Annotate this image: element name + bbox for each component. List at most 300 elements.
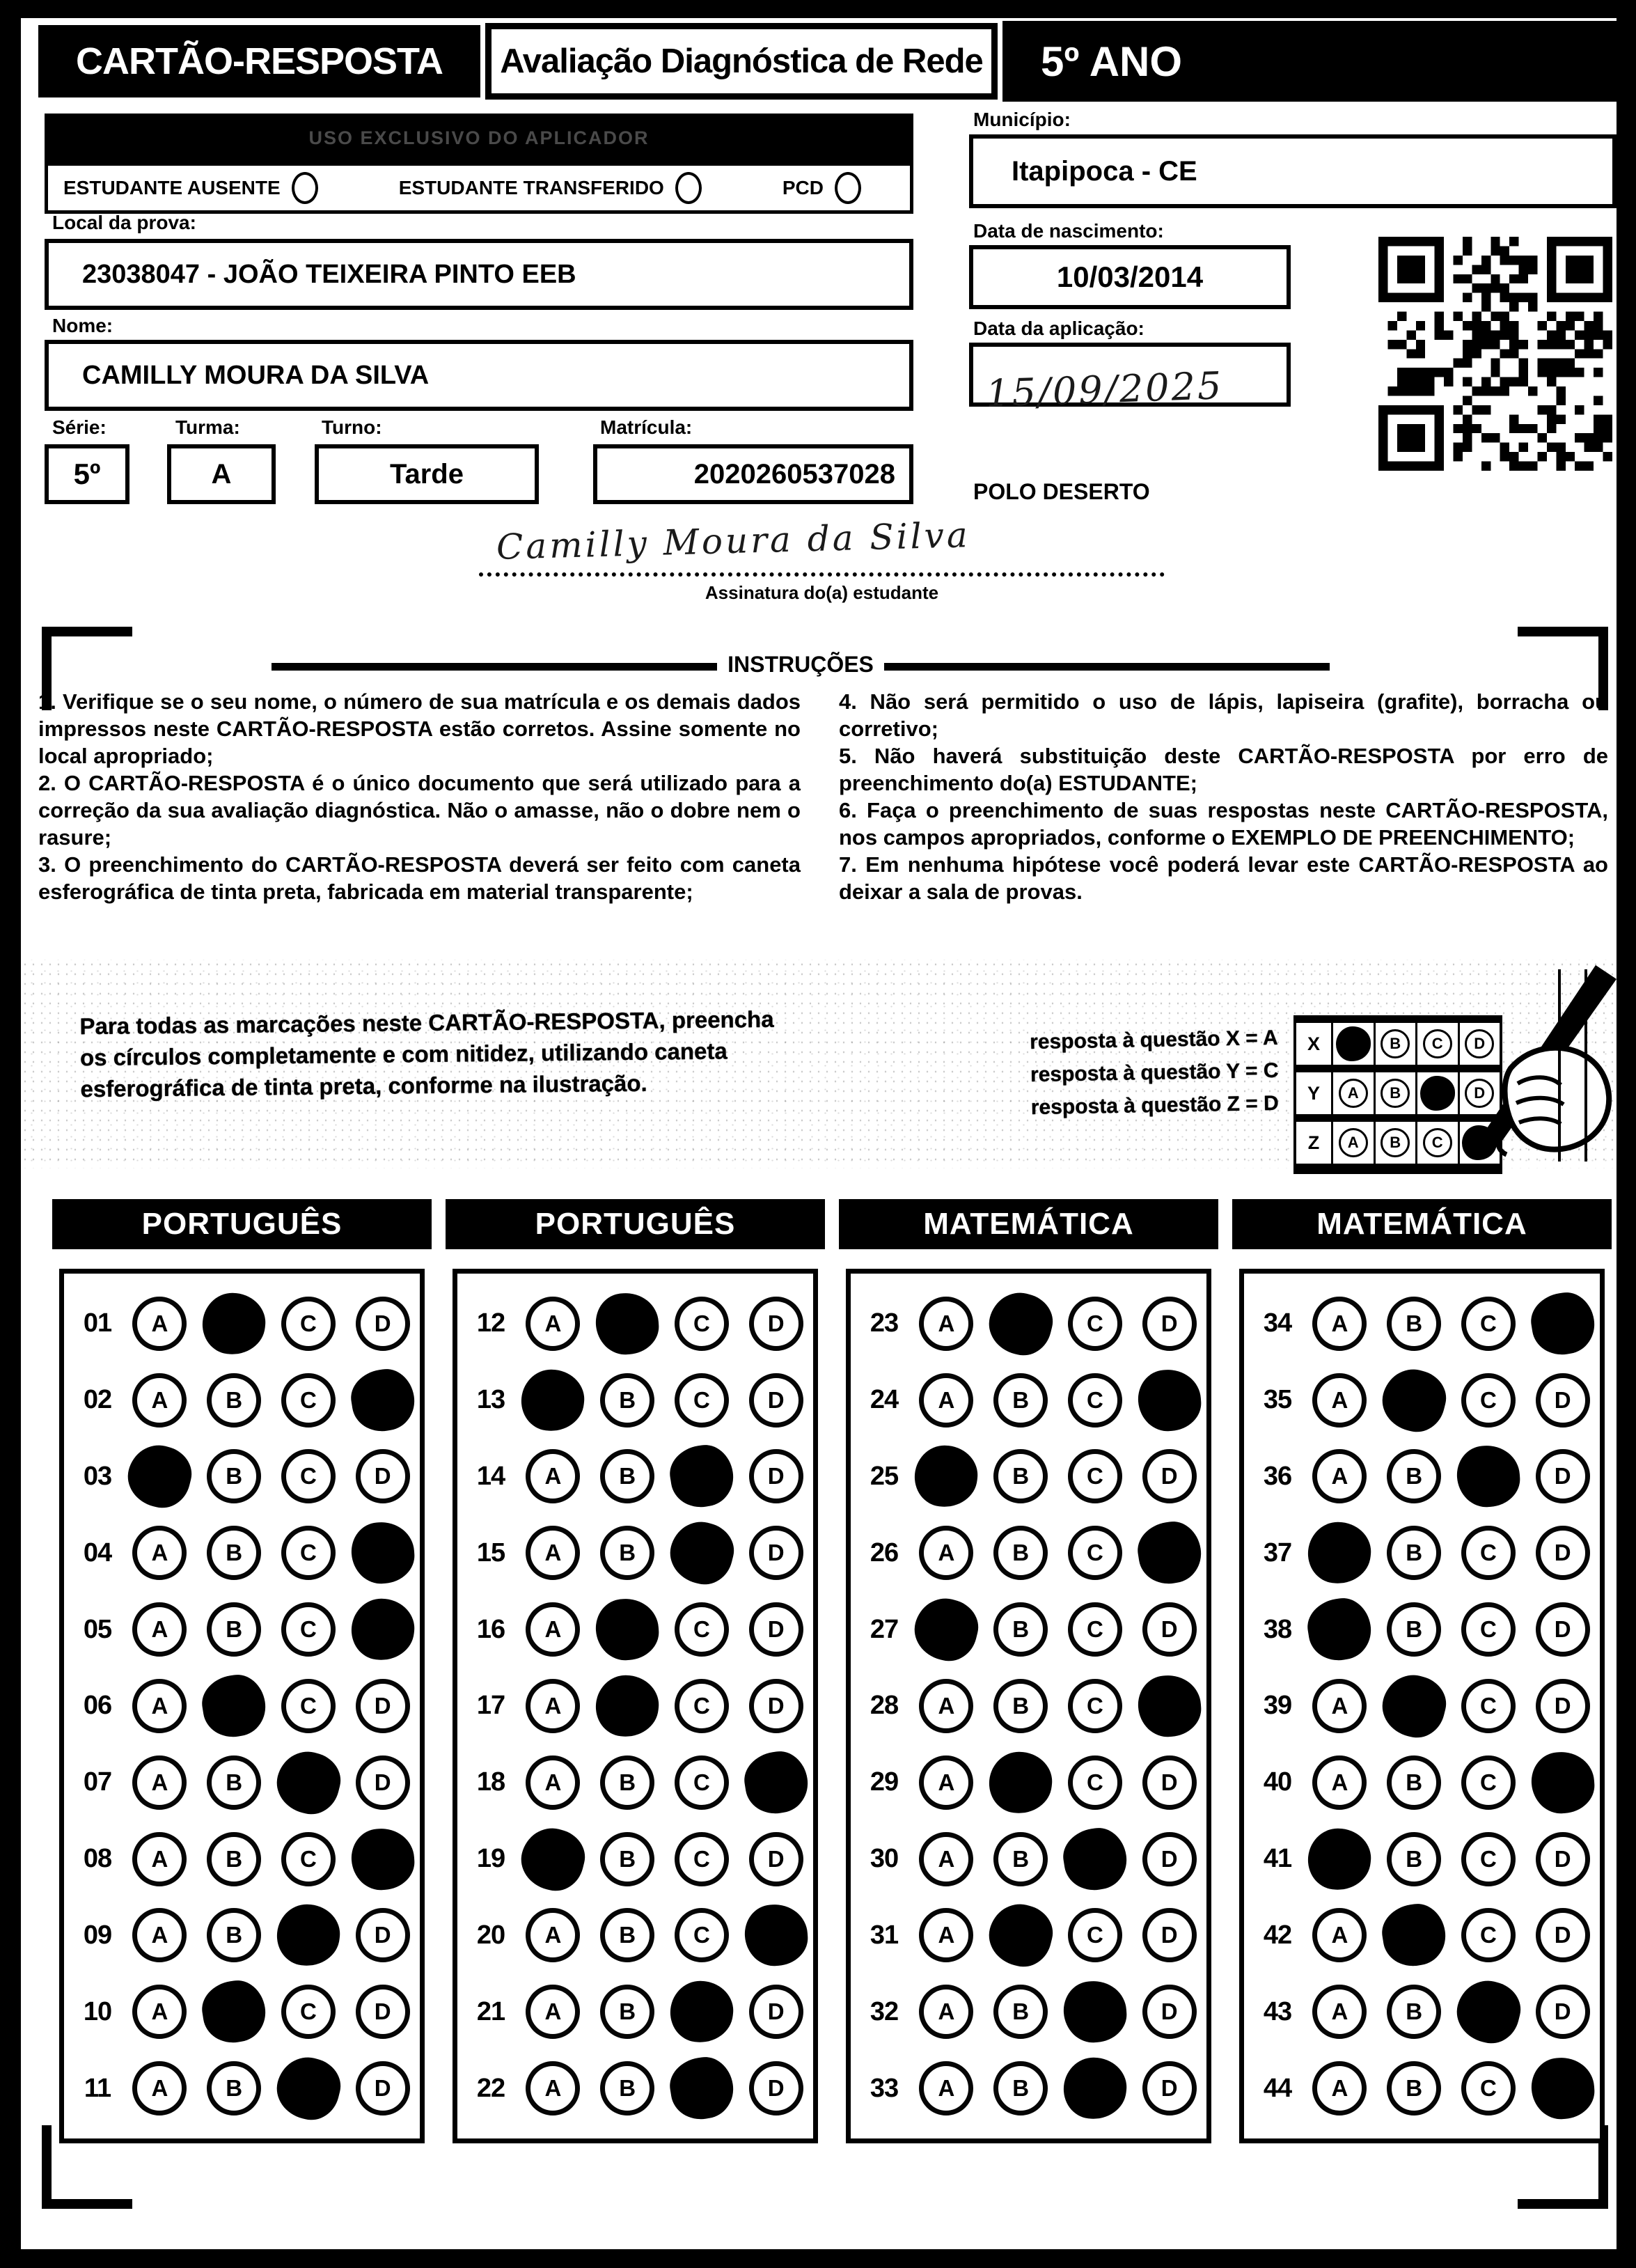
assessment-name: Avaliação Diagnóstica de Rede (485, 23, 998, 100)
answer-bubble[interactable]: D (749, 1297, 803, 1351)
question-number: 11 (84, 2073, 111, 2103)
local-da-prova-value: 23038047 - JOÃO TEIXEIRA PINTO EEB (82, 259, 576, 289)
matricula-label: Matrícula: (600, 416, 693, 438)
answer-bubble[interactable]: A (919, 1526, 973, 1580)
option-cell (909, 1293, 984, 1354)
answer-bubble[interactable]: C (281, 1602, 336, 1657)
answer-bubble[interactable]: C (1068, 1908, 1122, 1962)
example-cell (1331, 1122, 1374, 1164)
option-cell (345, 1370, 420, 1431)
answer-bubble[interactable]: A (132, 1832, 187, 1886)
answer-bubble[interactable]: B (993, 1985, 1048, 2039)
question-number: 44 (1263, 2073, 1292, 2103)
filled-bubble[interactable] (1136, 1673, 1203, 1739)
option-cell (909, 1446, 984, 1507)
option-cell (984, 1522, 1058, 1583)
answer-bubble[interactable]: C (281, 1985, 336, 2039)
filled-bubble[interactable] (1455, 1444, 1522, 1509)
answer-bubble[interactable]: A (526, 1526, 580, 1580)
filled-bubble[interactable] (347, 1365, 418, 1435)
answer-bubble[interactable]: A (919, 1679, 973, 1733)
answer-bubble[interactable]: D (1142, 1449, 1197, 1503)
option-cell (665, 1446, 739, 1507)
question-options (909, 1522, 1206, 1583)
answer-bubble[interactable]: B (993, 1679, 1048, 1733)
filled-bubble[interactable] (666, 1441, 738, 1512)
filled-bubble[interactable] (664, 1516, 740, 1590)
answer-bubble[interactable]: D (1536, 1526, 1590, 1580)
answer-bubble[interactable]: D (356, 1297, 410, 1351)
answer-bubble[interactable]: B (600, 1526, 654, 1580)
answer-bubble[interactable]: B (207, 1602, 261, 1657)
filled-bubble[interactable] (1133, 1518, 1205, 1588)
answer-bubble[interactable]: C (675, 1679, 729, 1733)
instruction-item: 1. Verifique se o seu nome, o número de sua matrícula e os demais dados impressos neste CARTÃO-RESPOSTA estão corretos. Assine somente no local apropriado; (38, 689, 801, 768)
filled-bubble[interactable] (593, 1673, 662, 1740)
option-cell (590, 1599, 665, 1660)
option-cell (345, 1752, 420, 1813)
option-cell (1452, 1675, 1526, 1737)
answer-bubble[interactable]: D (356, 2061, 410, 2116)
filled-bubble[interactable] (740, 1747, 812, 1817)
answer-bubble: B (1381, 1029, 1410, 1058)
example-answer-line: resposta à questão X = A (1029, 1026, 1278, 1054)
answer-bubble[interactable]: B (207, 1832, 261, 1886)
filled-bubble[interactable] (1136, 1368, 1203, 1433)
answer-bubble[interactable]: D (1536, 1908, 1590, 1962)
question-options (123, 1752, 420, 1813)
answer-bubble[interactable]: B (1387, 1449, 1441, 1503)
question-row (1244, 1522, 1600, 1583)
filled-bubble[interactable] (1062, 1979, 1128, 2044)
option-cell (345, 2058, 420, 2119)
answer-bubble[interactable]: B (600, 2061, 654, 2116)
answer-bubble[interactable]: B (993, 1373, 1048, 1428)
option-cell (1058, 1599, 1133, 1660)
option-cell (1452, 1829, 1526, 1890)
answer-bubble[interactable]: C (1068, 1297, 1122, 1351)
answer-bubble[interactable]: C (281, 1526, 336, 1580)
question-options (1303, 1293, 1600, 1354)
answer-bubble[interactable]: A (132, 1373, 187, 1428)
answer-bubble[interactable]: A (1312, 1373, 1367, 1428)
filled-bubble[interactable] (912, 1443, 981, 1510)
question-options (123, 1599, 420, 1660)
option-cell (272, 2058, 346, 2119)
answer-bubble[interactable]: C (1068, 1602, 1122, 1657)
answer-bubble[interactable]: C (675, 1602, 729, 1657)
question-row (1244, 1599, 1600, 1660)
answer-bubble[interactable]: C (1068, 1373, 1122, 1428)
status-bubble[interactable] (292, 172, 318, 204)
option-cell (1377, 1370, 1452, 1431)
answer-bubble[interactable]: C (675, 1908, 729, 1962)
answer-bubble: A (1339, 1079, 1368, 1108)
answer-bubble[interactable]: C (281, 1679, 336, 1733)
answer-bubble[interactable]: D (749, 1602, 803, 1657)
filled-bubble[interactable] (1305, 1519, 1374, 1587)
filled-bubble[interactable] (349, 1827, 416, 1892)
option-cell (1377, 2058, 1452, 2119)
grade-label: 5º ANO (1002, 21, 1617, 102)
answer-bubble[interactable]: A (132, 1679, 187, 1733)
aplicacao-label: Data da aplicação: (973, 318, 1145, 339)
filled-bubble[interactable] (271, 1745, 347, 1820)
question-number: 36 (1263, 1461, 1292, 1491)
answer-bubble[interactable]: B (207, 2061, 261, 2116)
example-cell (1374, 1072, 1416, 1114)
question-options (909, 1599, 1206, 1660)
answer-bubble[interactable]: B (207, 1526, 261, 1580)
option-cell (197, 1522, 272, 1583)
example-answer-line: resposta à questão Y = C (1030, 1058, 1279, 1087)
option-cell (1303, 1981, 1377, 2042)
answer-bubble: D (1465, 1029, 1494, 1058)
option-cell (516, 2058, 590, 2119)
question-options (516, 1981, 813, 2042)
answer-bubble[interactable]: D (1142, 1755, 1197, 1810)
aplicador-bar-label: USO EXCLUSIVO DO APLICADOR (45, 114, 913, 162)
answer-bubble[interactable]: A (919, 2061, 973, 2116)
answer-bubble[interactable]: D (356, 1449, 410, 1503)
question-number: 41 (1263, 1844, 1292, 1874)
question-options (1303, 1446, 1600, 1507)
answer-bubble[interactable]: B (207, 1755, 261, 1810)
filled-bubble[interactable] (198, 1671, 270, 1741)
filled-bubble[interactable] (122, 1439, 198, 1514)
answer-bubble[interactable]: C (1461, 1602, 1516, 1657)
answer-bubble[interactable]: D (1142, 1602, 1197, 1657)
filled-bubble[interactable] (666, 2054, 738, 2124)
question-options (516, 1522, 813, 1583)
answer-bubble[interactable]: D (1536, 1679, 1590, 1733)
answer-bubble[interactable]: D (1142, 1297, 1197, 1351)
option-cell (984, 1599, 1058, 1660)
filled-bubble[interactable] (198, 1977, 270, 2047)
answer-bubble[interactable]: B (207, 1449, 261, 1503)
question-options (1303, 2058, 1600, 2119)
filled-bubble[interactable] (1060, 1824, 1131, 1894)
answer-bubble[interactable]: C (281, 1449, 336, 1503)
filled-bubble[interactable] (271, 2051, 347, 2126)
answer-bubble[interactable]: A (526, 1449, 580, 1503)
turno-field: Tarde (315, 444, 539, 504)
question-row (1244, 1829, 1600, 1890)
question-row (851, 1293, 1206, 1354)
answer-bubble[interactable]: D (1536, 1602, 1590, 1657)
answer-bubble[interactable]: A (919, 1373, 973, 1428)
answer-bubble[interactable]: B (600, 1449, 654, 1503)
option-cell (739, 2058, 813, 2119)
filled-bubble[interactable] (668, 1978, 737, 2046)
option-cell (909, 1370, 984, 1431)
answer-bubble[interactable]: D (1536, 1832, 1590, 1886)
answer-bubble[interactable]: A (1312, 1679, 1367, 1733)
answer-bubble[interactable]: D (1536, 1373, 1590, 1428)
question-options (909, 1446, 1206, 1507)
answer-bubble[interactable]: C (1461, 1526, 1516, 1580)
option-cell (1525, 1675, 1600, 1737)
option-cell (1377, 1599, 1452, 1660)
instructions-column-left (38, 688, 801, 905)
option-cell (345, 1981, 420, 2042)
option-cell (272, 1675, 346, 1737)
answer-bubble[interactable]: B (1387, 2061, 1441, 2116)
answer-bubble[interactable]: C (1461, 1832, 1516, 1886)
option-cell (984, 1981, 1058, 2042)
filled-bubble[interactable] (1529, 2056, 1596, 2121)
option-cell (197, 1829, 272, 1890)
answer-bubble[interactable]: A (1312, 1908, 1367, 1962)
option-cell (739, 1752, 813, 1813)
filled-bubble[interactable] (274, 1902, 343, 1969)
answer-bubble[interactable]: B (600, 1985, 654, 2039)
answer-bubble[interactable]: B (1387, 1602, 1441, 1657)
option-cell (516, 1981, 590, 2042)
answer-bubble[interactable]: A (1312, 1755, 1367, 1810)
answer-bubble[interactable]: D (749, 2061, 803, 2116)
option-cell (1058, 1675, 1133, 1737)
option-cell (665, 1293, 739, 1354)
option-cell (1452, 1599, 1526, 1660)
option-cell (984, 1370, 1058, 1431)
answer-bubble[interactable]: A (1312, 1449, 1367, 1503)
answer-bubble[interactable]: A (919, 1908, 973, 1962)
answer-bubble[interactable]: D (1142, 1832, 1197, 1886)
filled-bubble[interactable] (983, 1898, 1059, 1973)
filled-bubble[interactable] (1305, 1825, 1374, 1893)
signature-line[interactable] (479, 515, 1165, 577)
answer-bubble[interactable]: C (1068, 1449, 1122, 1503)
question-row (457, 1675, 813, 1737)
answer-bubble[interactable]: C (281, 1832, 336, 1886)
option-cell (1132, 1522, 1206, 1583)
answer-bubble[interactable]: B (207, 1908, 261, 1962)
answer-bubble[interactable]: D (1536, 1449, 1590, 1503)
answer-bubble[interactable]: C (1461, 1679, 1516, 1733)
answer-bubble[interactable]: C (1461, 1755, 1516, 1810)
answer-bubble[interactable]: A (526, 1679, 580, 1733)
option-cell (665, 1905, 739, 1966)
answer-bubble[interactable]: C (1461, 1373, 1516, 1428)
filled-bubble[interactable] (594, 1597, 661, 1662)
filled-bubble[interactable] (519, 1366, 588, 1434)
filled-bubble[interactable] (1378, 1900, 1450, 1971)
answer-bubble[interactable]: A (1312, 1985, 1367, 2039)
answer-bubble[interactable]: C (1461, 1297, 1516, 1351)
answer-bubble[interactable]: D (356, 1679, 410, 1733)
question-row (851, 2058, 1206, 2119)
answer-bubble[interactable]: D (749, 1449, 803, 1503)
answer-bubble[interactable]: C (675, 1755, 729, 1810)
filled-bubble[interactable] (1527, 1288, 1598, 1359)
answer-bubble[interactable]: B (600, 1755, 654, 1810)
option-cell (1058, 1522, 1133, 1583)
answer-bubble[interactable]: A (526, 1602, 580, 1657)
option-cell (123, 1905, 197, 1966)
filled-bubble[interactable] (986, 1749, 1055, 1816)
question-row (1244, 1981, 1600, 2042)
answer-bubble[interactable]: C (281, 1297, 336, 1351)
answer-bubble[interactable]: B (1387, 1985, 1441, 2039)
answer-bubble[interactable]: B (207, 1373, 261, 1428)
filled-bubble[interactable] (1451, 1975, 1527, 2049)
answer-bubble[interactable]: B (600, 1908, 654, 1962)
answer-bubble[interactable]: B (1387, 1526, 1441, 1580)
filled-bubble[interactable] (349, 1520, 416, 1586)
option-cell (1303, 1293, 1377, 1354)
answer-bubble[interactable]: C (675, 1373, 729, 1428)
answer-bubble[interactable]: A (1312, 2061, 1367, 2116)
answer-bubble[interactable]: B (600, 1832, 654, 1886)
answer-bubble[interactable]: B (993, 2061, 1048, 2116)
answer-bubble[interactable]: A (919, 1832, 973, 1886)
answer-bubble[interactable]: B (1387, 1832, 1441, 1886)
answer-bubble[interactable]: C (1068, 1679, 1122, 1733)
answer-bubble[interactable]: A (526, 1985, 580, 2039)
answer-bubble[interactable]: A (526, 1908, 580, 1962)
answer-bubble[interactable]: A (132, 2061, 187, 2116)
answer-bubble[interactable]: A (919, 1297, 973, 1351)
answer-bubble[interactable]: A (132, 1602, 187, 1657)
option-cell (1058, 1752, 1133, 1813)
answer-bubble[interactable]: C (1068, 1755, 1122, 1810)
question-options (516, 1370, 813, 1431)
question-row (64, 1981, 420, 2042)
question-number: 12 (476, 1308, 505, 1338)
answer-bubble[interactable]: D (1142, 1985, 1197, 2039)
option-cell (590, 1446, 665, 1507)
filled-bubble[interactable] (983, 1286, 1059, 1361)
answer-bubble[interactable]: D (1142, 2061, 1197, 2116)
sheet-title: CARTÃO-RESPOSTA (38, 25, 480, 97)
question-options (1303, 1675, 1600, 1737)
answer-bubble[interactable]: C (1461, 1908, 1516, 1962)
question-number: 27 (870, 1614, 899, 1644)
option-cell (516, 1675, 590, 1737)
option-cell (1525, 2058, 1600, 2119)
answer-bubble[interactable]: A (132, 1908, 187, 1962)
answer-bubble[interactable]: C (675, 1297, 729, 1351)
option-cell (272, 1829, 346, 1890)
option-cell (197, 1370, 272, 1431)
answer-bubble[interactable]: C (281, 1373, 336, 1428)
question-options (909, 1981, 1206, 2042)
answer-bubble[interactable]: A (526, 2061, 580, 2116)
filled-bubble[interactable] (200, 1290, 269, 1357)
answer-bubble[interactable]: A (132, 1985, 187, 2039)
status-bubble[interactable] (675, 172, 702, 204)
option-cell (197, 1981, 272, 2042)
answer-bubble[interactable]: A (526, 1755, 580, 1810)
filled-bubble[interactable] (1304, 1595, 1376, 1665)
question-row (64, 1675, 420, 1737)
answer-bubble[interactable]: D (356, 1908, 410, 1962)
question-number: 10 (83, 1996, 112, 2026)
filled-bubble[interactable] (515, 1822, 591, 1896)
answer-bubble[interactable]: D (749, 1985, 803, 2039)
option-cell (1303, 2058, 1377, 2119)
filled-bubble[interactable] (1529, 1750, 1596, 1815)
filled-bubble[interactable] (1061, 2055, 1130, 2122)
answer-bubble[interactable]: D (356, 1755, 410, 1810)
option-cell (739, 1522, 813, 1583)
answer-bubble[interactable]: B (993, 1832, 1048, 1886)
option-cell (590, 1905, 665, 1966)
answer-bubble[interactable]: A (919, 1985, 973, 2039)
filled-bubble[interactable] (909, 1593, 984, 1667)
option-cell (590, 1675, 665, 1737)
answer-bubble[interactable]: A (132, 1297, 187, 1351)
answer-bubble[interactable]: B (993, 1449, 1048, 1503)
question-number: 14 (476, 1461, 505, 1491)
answer-bubble[interactable]: A (526, 1297, 580, 1351)
option-cell (345, 1829, 420, 1890)
option-cell (1525, 1981, 1600, 2042)
answer-bubble[interactable]: D (749, 1373, 803, 1428)
filled-bubble[interactable] (1376, 1668, 1452, 1743)
question-number: 37 (1263, 1538, 1292, 1567)
option-cell (1303, 1905, 1377, 1966)
question-row (851, 1599, 1206, 1660)
answer-bubble[interactable]: A (919, 1755, 973, 1810)
answer-bubble[interactable]: A (132, 1755, 187, 1810)
instructions-title: INSTRUÇÕES (727, 652, 874, 677)
answer-bubble[interactable]: B (993, 1602, 1048, 1657)
filled-bubble[interactable] (743, 1902, 810, 1968)
filled-bubble[interactable] (348, 1596, 417, 1664)
answer-bubble[interactable]: C (1461, 2061, 1516, 2116)
question-options (909, 1829, 1206, 1890)
answer-bubble[interactable]: D (749, 1832, 803, 1886)
option-cell (1525, 1370, 1600, 1431)
option-cell (665, 1599, 739, 1660)
answer-bubble[interactable]: B (1387, 1297, 1441, 1351)
option-cell (272, 1981, 346, 2042)
option-cell (1132, 1905, 1206, 1966)
fill-example-text: Para todas as marcações neste CARTÃO-RESPOSTA, preencha os círculos completamente e com nitidez, utilizando caneta esferográfica de tinta preta, conforme na ilustração. (79, 1006, 774, 1102)
option-cell (123, 1599, 197, 1660)
answer-bubble[interactable]: C (1068, 1526, 1122, 1580)
option-cell (665, 1981, 739, 2042)
answer-bubble[interactable]: D (356, 1985, 410, 2039)
answer-bubble[interactable]: D (1536, 1985, 1590, 2039)
status-bubble[interactable] (835, 172, 861, 204)
option-cell (665, 1522, 739, 1583)
answer-bubble[interactable]: D (749, 1526, 803, 1580)
option-cell (1377, 1752, 1452, 1813)
question-number: 21 (476, 1996, 505, 2026)
answer-bubble[interactable]: A (1312, 1297, 1367, 1351)
answer-bubble[interactable]: D (1142, 1908, 1197, 1962)
option-cell (1303, 1675, 1377, 1737)
section-grid (59, 1269, 425, 2143)
answer-bubble[interactable]: B (993, 1526, 1048, 1580)
answer-bubble[interactable]: B (600, 1373, 654, 1428)
question-row (851, 1752, 1206, 1813)
option-cell (1058, 1905, 1133, 1966)
filled-bubble[interactable] (1376, 1363, 1452, 1437)
question-number: 16 (476, 1614, 505, 1644)
question-number: 26 (870, 1538, 899, 1567)
answer-bubble[interactable]: A (132, 1526, 187, 1580)
filled-bubble[interactable] (594, 1291, 661, 1356)
option-cell (1525, 1446, 1600, 1507)
answer-bubble[interactable]: C (675, 1832, 729, 1886)
local-da-prova-field (45, 239, 913, 310)
answer-bubble[interactable]: B (1387, 1755, 1441, 1810)
answer-bubble[interactable]: D (749, 1679, 803, 1733)
